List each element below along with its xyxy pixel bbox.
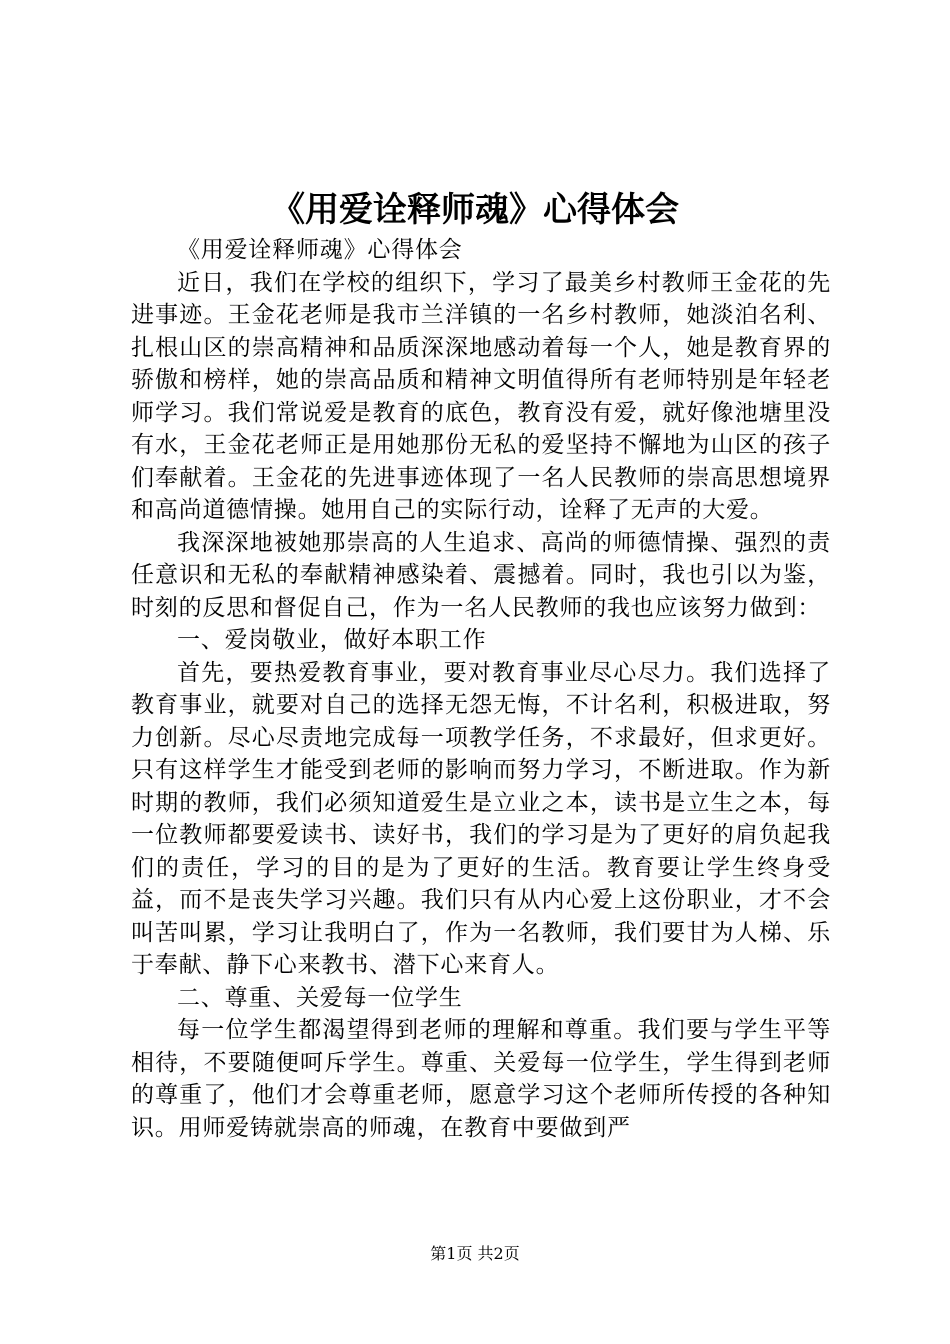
paragraph: 近日，我们在学校的组织下，学习了最美乡村教师王金花的先进事迹。王金花老师是我市兰洋镇的一名乡村教师，她淡泊名利、扎根山区的崇高精神和品质深深地感动着每一个人，她是教育界的骄傲和榜样，她的崇高品质和精神文明值得所有老师特别是年轻老师学习。我们常说爱是教育的底色，教育没有爱，就好像池塘里没有水，王金花老师正是用她那份无私的爱坚持不懈地为山区的孩子们奉献着。王金花的先进事迹体现了一名人民教师的崇高思想境界和高尚道德情操。她用自己的实际行动，诠释了无声的大爱。 (131, 269, 831, 523)
section-heading: 二、尊重、关爱每一位学生 (177, 984, 463, 1011)
page-number-footer: 第1页 共2页 (430, 1244, 520, 1263)
paragraph: 每一位学生都渴望得到老师的理解和尊重。我们要与学生平等相待，不要随便呵斥学生。尊重、关爱每一位学生，学生得到老师的尊重了，他们才会尊重老师，愿意学习这个老师所传授的各种知识。用师爱铸就崇高的师魂，在教育中要做到严 (131, 1017, 831, 1141)
paragraph-subtitle: 《用爱诠释师魂》心得体会 (177, 237, 463, 263)
document-title: 《用爱诠释师魂》心得体会 (271, 190, 679, 230)
paragraph: 首先，要热爱教育事业，要对教育事业尽心尽力。我们选择了教育事业，就要对自己的选择无怨无悔，不计名利，积极进取，努力创新。尽心尽责地完成每一项教学任务，不求最好，但求更好。只有这样学生才能受到老师的影响而努力学习，不断进取。作为新时期的教师，我们必须知道爱生是立业之本，读书是立生之本，每一位教师都要爱读书、读好书，我们的学习是为了更好的肩负起我们的责任，学习的目的是为了更好的生活。教育要让学生终身受益，而不是丧失学习兴趣。我们只有从内心爱上这份职业，才不会叫苦叫累，学习让我明白了，作为一名教师，我们要甘为人梯、乐于奉献、静下心来教书、潜下心来育人。 (131, 659, 831, 978)
document-body (131, 234, 831, 1144)
paragraph: 我深深地被她那崇高的人生追求、高尚的师德情操、强烈的责任意识和无私的奉献精神感染着、震撼着。同时，我也引以为鉴，时刻的反思和督促自己，作为一名人民教师的我也应该努力做到： (131, 529, 831, 621)
section-heading: 一、爱岗敬业，做好本职工作 (177, 627, 487, 653)
